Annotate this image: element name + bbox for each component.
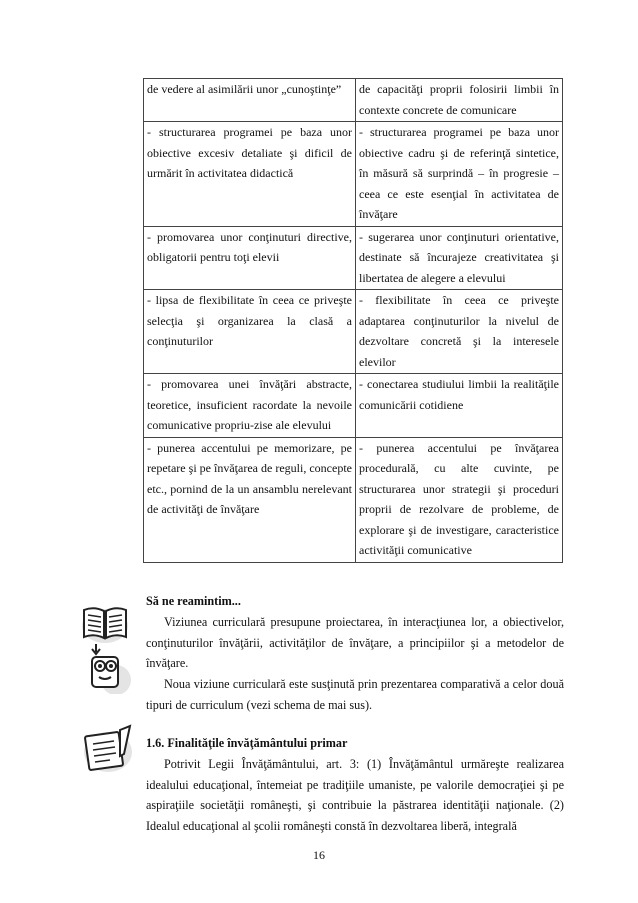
table-row [144, 290, 563, 374]
table-cell-left: - lipsa de flexibilitate în ceea ce priveşte selecţia şi organizarea la clasă a conţinuturilor [144, 290, 356, 374]
table-row [144, 79, 563, 122]
reminder-paragraph-1: Viziunea curriculară presupune proiectarea, în interacţiunea lor, a obiectivelor, conţinuturilor învăţării, activităţilor de învăţare, a principiilor şi a metodelor de învăţare. [146, 614, 564, 671]
reminder-section [146, 591, 564, 716]
table-cell-right: de capacităţi proprii folosirii limbii în contexte concrete de comunicare [356, 79, 563, 122]
table-cell-right: - flexibilitate în ceea ce priveşte adaptarea conţinuturilor la nivelul de dezvoltare concretă şi la interesele elevilor [356, 290, 563, 374]
reminder-heading: Să ne reamintim... [146, 594, 241, 608]
table-cell-right: - punerea accentului pe învăţarea procedurală, cu alte cuvinte, pe structurarea unor strategii şi proceduri proprii de rezolvare de probleme, de explorare şi de investigare, caracteristice activităţii comunicative [356, 437, 563, 562]
table-cell-left: de vedere al asimilării unor „cunoştinţe” [144, 79, 356, 122]
clipboard-icon [80, 724, 134, 774]
open-book-icon [80, 600, 130, 644]
table-cell-right: - structurarea programei pe baza unor obiective cadru şi de referinţă sintetice, în măsură să surprindă – în progresie – ceea ce este esenţial în activitatea de învăţare [356, 122, 563, 227]
section-heading: 1.6. Finalităţile învăţământului primar [146, 736, 348, 750]
table-row [144, 122, 563, 227]
page-number: 16 [313, 848, 325, 862]
table-row [144, 226, 563, 290]
table-row [144, 437, 563, 562]
table-cell-left: - structurarea programei pe baza unor obiective excesiv detaliate şi dificil de urmărit în activitatea didactică [144, 122, 356, 227]
section-paragraph: Potrivit Legii Învăţământului, art. 3: (1) Învăţământul urmăreşte realizarea idealului educaţional, întemeiat pe tradiţiile umaniste, pe valorile democraţiei şi pe aspiraţiile societăţii româneşti, şi contribuie la păstrarea identităţii naţionale. (2) Idealul educaţional al şcolii româneşti constă în dezvoltarea liberă, integrală [146, 756, 564, 834]
section-1-6 [146, 733, 564, 837]
table-cell-right: - sugerarea unor conţinuturi orientative, destinate să încurajeze creativitatea şi libertatea de alegere a elevului [356, 226, 563, 290]
table-cell-left: - promovarea unor conţinuturi directive, obligatorii pentru toţi elevii [144, 226, 356, 290]
table-row [144, 374, 563, 438]
table-cell-right: - conectarea studiului limbii la realităţile comunicării cotidiene [356, 374, 563, 438]
reminder-paragraph-2: Noua viziune curriculară este susţinută prin prezentarea comparativă a celor două tipuri de curriculum (vezi schema de mai sus). [146, 677, 564, 712]
table-cell-left: - promovarea unei învăţări abstracte, teoretice, insuficient racordate la nevoile comunicative propriu-zise ale elevului [144, 374, 356, 438]
owl-icon [86, 644, 132, 694]
table-cell-left: - punerea accentului pe memorizare, pe repetare şi pe învăţarea de reguli, concepte etc., pornind de la un ansamblu nerelevant de activităţi de învăţare [144, 437, 356, 562]
comparison-table [143, 78, 563, 563]
